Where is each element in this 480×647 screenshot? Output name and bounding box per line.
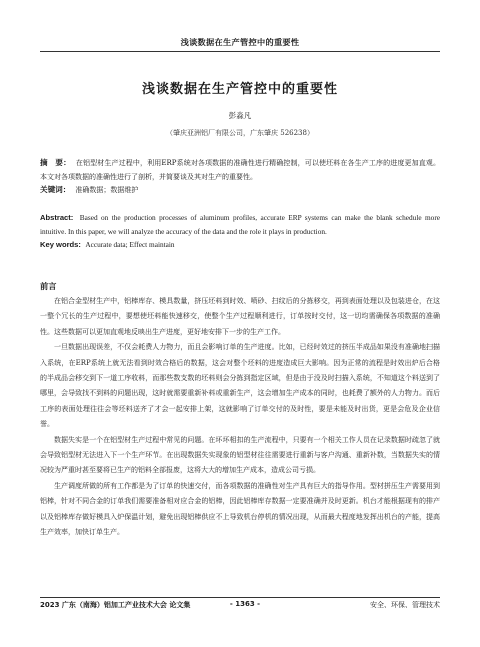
footer-proceedings: 2023 广东（南海）铝加工产业技术大会 论文集 — [40, 601, 191, 609]
page-footer — [40, 600, 440, 612]
footer-section: 安全、环保、管理技术 — [370, 601, 440, 609]
keywords-text-cn: 准确数据；数据维护 — [75, 186, 139, 194]
abstract-text-cn: 在铝型材生产过程中，利用ERP系统对各项数据的准确性进行精确控制，可以使坯料在各生产工序的进度更加直观。本文对各项数据的准确性进行了剖析，并简要谈及其对生产的重要性。 — [40, 159, 441, 181]
abstract-label-en: Abstract: — [40, 213, 74, 222]
abstract-text-en: Based on the production processes of aluminum profiles, accurate ERP systems can make the blank schedule more intuitive. In this paper, we will analyze the accuracy of the data and the role it plays in production. — [40, 213, 440, 236]
keywords-chinese — [40, 184, 440, 196]
footer-rule — [40, 597, 440, 598]
section-heading-intro: 前言 — [40, 281, 57, 291]
author-name: 彭淼凡 — [228, 111, 252, 120]
abstract-label-cn: 摘 要： — [40, 158, 71, 167]
header-rule — [40, 51, 440, 52]
body-paragraph: 数据失实是一个在铝型材生产过程中常见的问题。在坏坏相扣的生产流程中，只要有一个相关工作人员在记录数据时疏忽了就会导致铝型材无法进入下一个生产环节。在出现数据失实现象的铝型材往往需要进行重新与客户沟通、重新补数，当数据失实的情况较为严重时甚至要将已生产的铝料全部报废，这将大大的增加生产成本，造成公司亏损。 — [40, 435, 440, 475]
body-paragraph: 在铝合金型材生产中，铝棒库存、模具数量，挤压坯料到时效、喷砂、扫纹后的分拣移交，再到表面处理以及包装进仓，在这一整个冗长的生产过程中，要想使坯料能快速移交，使整个生产过程顺利进行，订单按时交付，这一切均需确保各项数据的准确性。这些数据可以更加直观地反映出生产进度，更好地安排下一步的生产工作。 — [40, 297, 440, 336]
paper-title: 浅谈数据在生产管控中的重要性 — [141, 82, 338, 97]
abstract-english — [40, 211, 440, 238]
author-affiliation: （肇庆亚洲铝厂有限公司，广东肇庆 526238） — [166, 129, 314, 137]
abstract-chinese — [40, 156, 440, 184]
body-text — [40, 294, 440, 541]
body-paragraph: 生产调度所做的所有工作都是为了订单的快速交付，而各项数据的准确性对生产具有巨大的指导作用。型材拼压生产需要用到铝棒，针对不同合金的订单我们需要准备相对应合金的铝棒，因此铝棒库存数据一定要准确并及时更新。机台才能根据现有的排产以及铝棒库存做好模具入炉保温计划，避免出现铝棒供应不上导致机台停机的情况出现，从而最大程度地发挥出机台的产能，提高生产效率，加快订单生产。 — [40, 481, 440, 537]
body-paragraph: 一旦数据出现误差，不仅会耗费人力物力，而且会影响订单的生产进度。比如，已经时效过的挤压半成品如果没有准确地扫描入系统，在ERP系统上就无法看到时效合格后的数据，这会对整个坯料的进度造成巨大影响。因为正常的流程是时效出炉后合格的半成品会移交到下一道工序收料，而那些数支数的坯料则会分拣到指定区域，但是由于没及时扫描入系统，不知道这个料送到了哪里，会导致找不到料的问题出现，这时就需要重新补料或重新生产，这会增加生产成本的同时，也耗费了额外的人力物力。而后工序的表面处理往往会等坯料送齐了才会一起安排上架，这就影响了订单交付的及时性，要是未能及时出货，更是会危及企业信誉。 — [40, 343, 440, 429]
keywords-english — [40, 239, 440, 251]
keywords-text-en: Accurate data; Effect maintain — [85, 240, 175, 249]
running-head: 浅谈数据在生产管控中的重要性 — [180, 37, 300, 47]
keywords-label-cn: 关键词： — [40, 185, 71, 194]
keywords-label-en: Key words: — [40, 240, 81, 249]
page-number: - 1363 - — [229, 600, 261, 608]
